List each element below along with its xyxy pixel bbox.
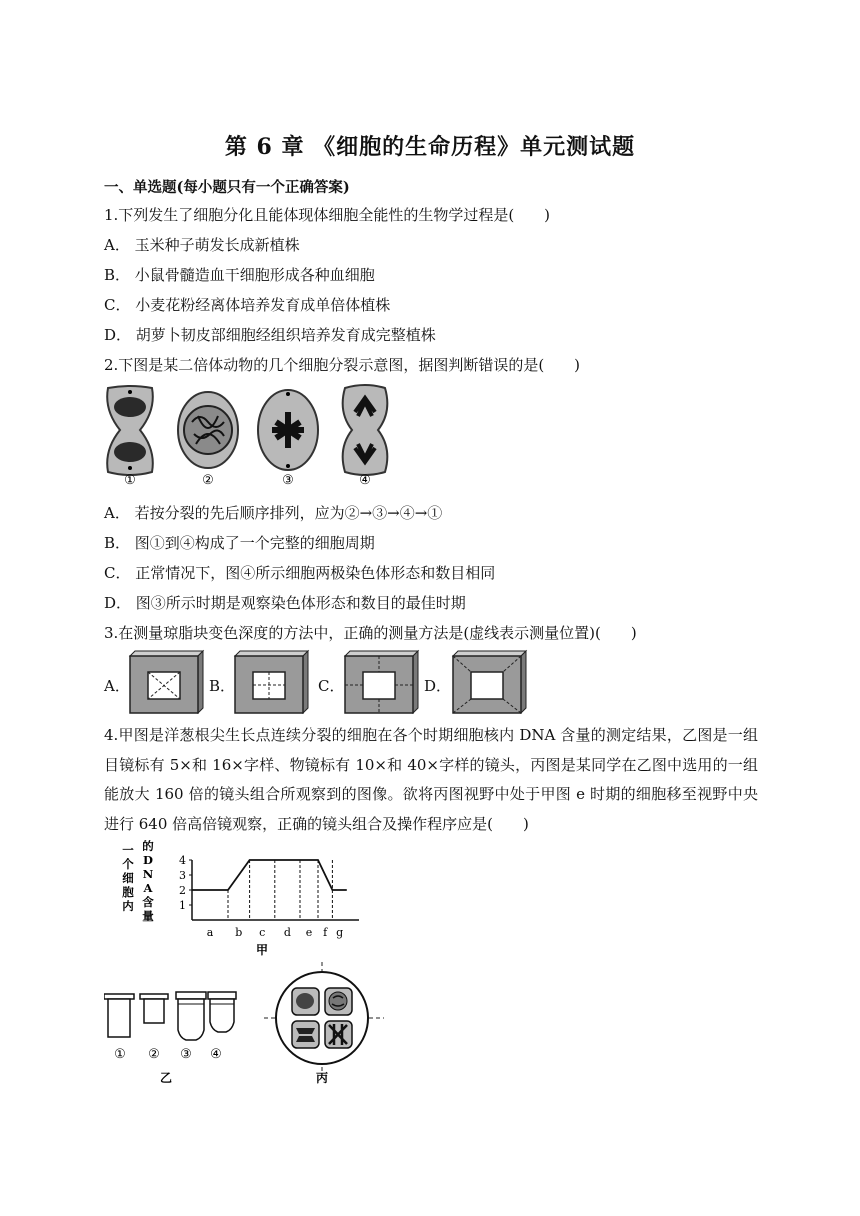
x-tick-label: e (305, 926, 313, 939)
x-tick-label: a (206, 926, 214, 939)
dna-series-line (192, 860, 347, 890)
y-tick-label: 1 (179, 899, 186, 912)
lens-2 (140, 994, 168, 1023)
svg-text:含: 含 (142, 895, 154, 909)
q2-option-b: B． 图①到④构成了一个完整的细胞周期 (104, 534, 375, 552)
figure-label-4: ④ (359, 473, 371, 488)
x-tick-label: g (336, 926, 344, 939)
q1-option-a: A． 玉米种子萌发长成新植株 (104, 236, 300, 254)
svg-text:A: A (143, 881, 153, 895)
microscope-view (262, 962, 386, 1086)
view-cell-2 (325, 988, 352, 1015)
view-cell-4 (325, 1021, 352, 1048)
lens-label-3: ③ (180, 1047, 192, 1062)
q1-option-d: D． 胡萝卜韧皮部细胞经组织培养发育成完整植株 (104, 326, 436, 344)
svg-text:个: 个 (122, 857, 134, 871)
q3-label-a: A． (104, 677, 130, 695)
figure-label-3: ③ (282, 473, 294, 488)
lens-label-2: ② (148, 1047, 160, 1062)
y-tick-label: 4 (179, 854, 186, 867)
q3-label-d: D． (424, 677, 452, 695)
cell-image-2 (178, 392, 238, 468)
agar-block-d (446, 648, 530, 714)
svg-text:N: N (142, 867, 154, 881)
x-tick-label: c (259, 926, 266, 939)
svg-text:的: 的 (142, 840, 154, 853)
q3-label-b: B． (209, 677, 236, 695)
lens-label-1: ① (114, 1047, 126, 1062)
y-tick-label: 3 (179, 869, 186, 882)
q1-stem: 1.下列发生了细胞分化且能体现体细胞全能性的生物学过程是( ) (104, 206, 551, 224)
lens-caption: 乙 (159, 1071, 173, 1085)
cell-image-1 (107, 386, 153, 475)
x-tick-label: d (283, 926, 291, 939)
page-title: 第 6 章 《细胞的生命历程》单元测试题 (224, 134, 636, 160)
svg-text:细: 细 (122, 871, 134, 885)
svg-text:D: D (143, 853, 153, 867)
y-tick-label: 2 (179, 884, 186, 897)
lens-set (104, 990, 239, 1086)
q2-stem: 2.下图是某二倍体动物的几个细胞分裂示意图，据图判断错误的是( ) (104, 356, 581, 374)
svg-text:胞: 胞 (122, 885, 134, 899)
chart-ylabel (122, 840, 154, 923)
lens-3 (176, 992, 206, 1040)
view-cell-3 (292, 1021, 319, 1048)
cell-image-4 (343, 385, 388, 475)
cell-image-3 (258, 390, 318, 470)
q2-option-a: A． 若按分裂的先后顺序排列，应为②→③→④→① (104, 504, 443, 522)
x-tick-label: b (235, 926, 243, 939)
q1-option-c: C． 小麦花粉经离体培养发育成单倍体植株 (104, 296, 391, 314)
view-cell-1 (292, 988, 319, 1015)
svg-text:一: 一 (122, 843, 134, 857)
q1-option-b: B． 小鼠骨髓造血干细胞形成各种血细胞 (104, 266, 375, 284)
agar-block-a (123, 648, 207, 714)
figure-label-1: ① (124, 473, 136, 488)
section-heading: 一、单选题(每小题只有一个正确答案) (104, 179, 350, 196)
q2-option-c: C． 正常情况下，图④所示细胞两极染色体形态和数目相同 (104, 564, 496, 582)
q3-stem: 3.在测量琼脂块变色深度的方法中，正确的测量方法是(虚线表示测量位置)( ) (104, 624, 637, 642)
q2-option-d: D． 图③所示时期是观察染色体形态和数目的最佳时期 (104, 594, 466, 612)
lens-4 (208, 992, 236, 1032)
svg-text:量: 量 (142, 909, 154, 923)
agar-block-b (228, 648, 312, 714)
figure-label-2: ② (202, 473, 214, 488)
lens-1 (104, 994, 134, 1037)
lens-label-4: ④ (210, 1047, 222, 1062)
agar-block-c (338, 648, 422, 714)
cell-division-figure (100, 382, 390, 488)
x-tick-label: f (323, 926, 328, 939)
q4-stem: 4.甲图是洋葱根尖生长点连续分裂的细胞在各个时期细胞核内 DNA 含量的测定结果，乙图是一组目镜标有 5×和 16×字样、物镜标有 10×和 40×字样的镜头，丙图是某同学在乙图中选用的一组能放大 160 倍的镜头组合所观察到的图像。欲将丙图视野中处于甲图 e 时期的细胞移至视野中央进行 640 倍高倍镜观察，正确的镜头组合及操作程序应是( ) (104, 726, 758, 833)
dna-content-chart (104, 840, 364, 962)
q3-label-c: C． (318, 677, 345, 695)
svg-text:内: 内 (122, 899, 134, 913)
view-caption: 丙 (315, 1071, 329, 1085)
chart-caption: 甲 (255, 943, 269, 957)
